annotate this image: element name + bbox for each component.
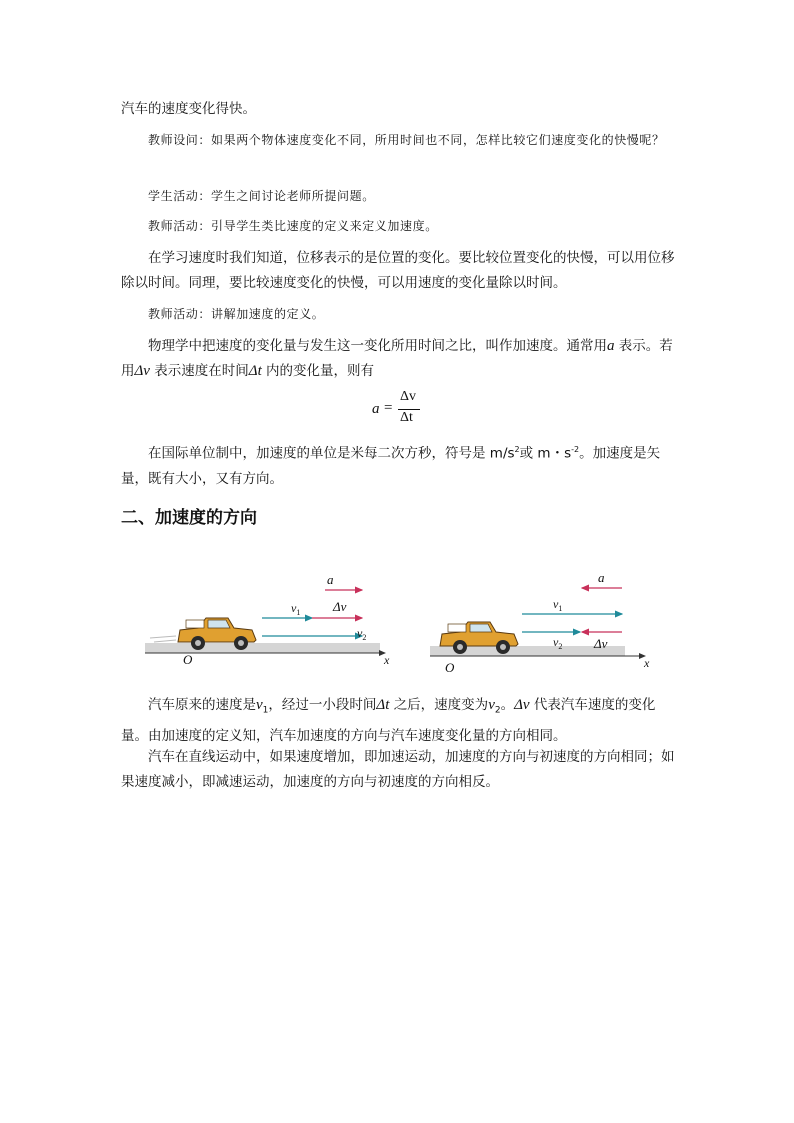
text-segment: 物理学中把速度的变化量与发生这一变化所用时间之比，叫作加速度。通常用 [148, 338, 607, 354]
right-origin-label: O [445, 660, 455, 675]
text-segment: 或 m・s [519, 445, 572, 462]
paragraph-teacher-question: 教师设问：如果两个物体速度变化不同，所用时间也不同，怎样比较它们速度变化的快慢呢？ [148, 133, 665, 147]
paragraph-car-faster: 汽车的速度变化得快。 [121, 101, 256, 117]
symbol-v2: v [488, 697, 495, 713]
paragraph-teacher-activity-2: 教师活动：讲解加速度的定义。 [148, 307, 325, 321]
right-v1-label: $v_1$ [553, 597, 563, 613]
text-segment: 表示。若用 [121, 338, 673, 379]
right-v2-label: $v_2$ [553, 635, 563, 651]
right-a-label: a [598, 570, 605, 585]
section-heading: 二、加速度的方向 [121, 508, 257, 528]
symbol-delta-v: Δv [134, 363, 150, 379]
left-ground [145, 643, 380, 653]
subscript: 2 [494, 705, 501, 716]
paragraph-acceleration-definition [121, 334, 677, 384]
paragraph-si-unit [121, 437, 677, 492]
text-segment: 内的变化量，则有 [266, 363, 375, 379]
paragraph-car-velocity-change [121, 693, 677, 749]
formula-equals: = [384, 400, 393, 416]
formula-numerator: Δv [400, 389, 417, 404]
right-dv-label: Δv [594, 636, 608, 651]
paragraph-student-activity: 学生活动：学生之间讨论老师所提问题。 [148, 189, 375, 203]
symbol-delta-v: Δv [514, 697, 530, 713]
subscript: 1 [262, 705, 269, 716]
left-dv-label: Δv [333, 599, 347, 614]
text-segment: 之后，速度变为 [393, 697, 489, 713]
left-v1-label: $v_1$ [291, 601, 301, 617]
text-segment: 代表汽车速度的变化量。由加速度的定义知，汽车加速度的方向与汽车速度变化量的方向相同。 [121, 697, 656, 744]
text-segment: 在国际单位制中，加速度的单位是米每二次方秒，符号是 m/s [148, 445, 515, 462]
left-axis-label: x [384, 653, 390, 667]
formula-lhs: a [372, 401, 380, 417]
left-origin-label: O [183, 652, 193, 667]
text-segment: 表示速度在时间 [154, 363, 249, 379]
paragraph-linear-motion: 汽车在直线运动中，如果速度增加，即加速运动，加速度的方向与初速度的方向相同；如果速度减小，即减速运动，加速度的方向与初速度的方向相反。 [121, 749, 675, 790]
symbol-a: a [607, 338, 615, 354]
text-segment: 。加速度是矢量，既有大小，又有方向。 [121, 445, 661, 487]
text-segment: ，经过一小段时间 [268, 697, 377, 713]
left-a-label: a [327, 572, 334, 587]
symbol-delta-t: Δt [248, 363, 262, 379]
acceleration-formula [372, 389, 432, 432]
left-v2-label: $v_2$ [357, 626, 367, 642]
acceleration-direction-figure [140, 560, 660, 685]
paragraph-velocity-analogy: 在学习速度时我们知道，位移表示的是位置的变化。要比较位置变化的快慢，可以用位移除以时间。同理，要比较速度变化的快慢，可以用速度的变化量除以时间。 [121, 250, 675, 291]
text-segment: 。 [500, 697, 515, 713]
superscript: -2 [571, 445, 580, 454]
superscript: 2 [514, 445, 520, 454]
text-segment: 汽车原来的速度是 [148, 697, 256, 713]
paragraph-teacher-activity-1: 教师活动：引导学生类比速度的定义来定义加速度。 [148, 219, 438, 233]
symbol-delta-t: Δt [376, 697, 390, 713]
symbol-v1: v [256, 697, 263, 713]
right-axis-label: x [644, 656, 650, 670]
formula-denominator: Δt [400, 410, 413, 425]
